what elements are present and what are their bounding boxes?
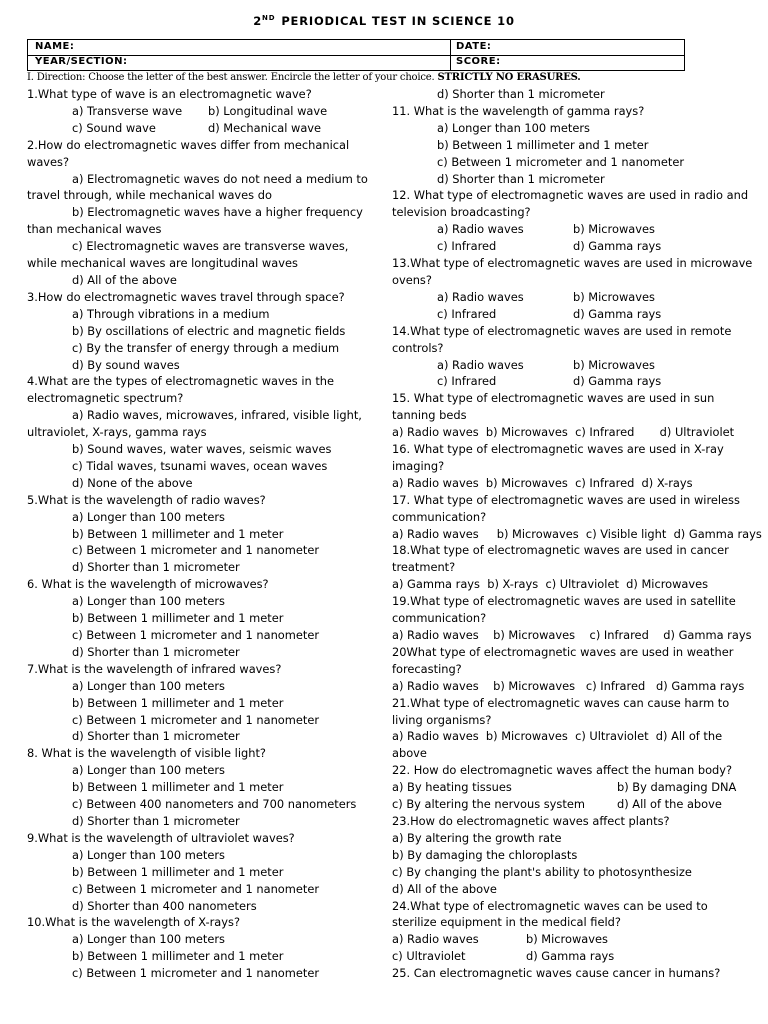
question: 13.What type of electromagnetic waves are used in microwave ovens? bbox=[392, 256, 753, 287]
name-field-label: NAME: bbox=[35, 41, 75, 52]
question: 24.What type of electromagnetic waves can be used to sterilize equipment in the medical field? bbox=[392, 898, 708, 930]
question: 21.What type of electromagnetic waves can cause harm to living organisms? bbox=[392, 695, 730, 727]
choice: d) Shorter than 1 micrometer bbox=[72, 560, 240, 575]
choice-row: a) Transverse wave b) Longitudinal wave bbox=[72, 103, 328, 118]
question: 14.What type of electromagnetic waves are used in remote controls? bbox=[392, 323, 732, 355]
choice: a) Radio waves, microwaves, infrared, visible light, ultraviolet, X-rays, gamma rays bbox=[27, 408, 362, 440]
choice-row: a) Radio waves b) Microwaves c) Ultraviolet d) All of the above bbox=[392, 729, 726, 761]
question: 6. What is the wavelength of microwaves? bbox=[27, 577, 269, 592]
choice-row: a) Radio waves b) Microwaves c) Visible light d) Gamma rays bbox=[392, 526, 762, 541]
choice: d) Shorter than 1 micrometer bbox=[437, 87, 605, 101]
choice: c) Electromagnetic waves are transverse waves, while mechanical waves are longitudinal waves bbox=[27, 239, 349, 271]
choice: a) Through vibrations in a medium bbox=[72, 306, 270, 321]
choice: d) Shorter than 1 micrometer bbox=[437, 171, 605, 186]
choice: b) Between 1 millimeter and 1 meter bbox=[72, 611, 284, 626]
choice: c) Between 1 micrometer and 1 nanometer bbox=[72, 966, 320, 981]
choice-row: a) Radio waves b) Microwaves c) Infrared d) Gamma rays bbox=[392, 628, 752, 642]
question: 23.How do electromagnetic waves affect plants? bbox=[392, 813, 670, 828]
choice-row: c) By altering the nervous system d) All of the above bbox=[392, 797, 722, 812]
choice: d) All of the above bbox=[72, 272, 177, 287]
choice: a) Longer than 100 meters bbox=[437, 120, 590, 135]
choice: a) Longer than 100 meters bbox=[72, 763, 225, 778]
choice: d) Shorter than 1 micrometer bbox=[72, 813, 240, 828]
choice: d) Shorter than 1 micrometer bbox=[72, 729, 240, 744]
choice: d) None of the above bbox=[72, 475, 193, 490]
choice: a) By altering the growth rate bbox=[392, 830, 562, 845]
choice: c) Tidal waves, tsunami waves, ocean waves bbox=[72, 458, 328, 473]
choice: b) Between 1 millimeter and 1 meter bbox=[72, 695, 284, 710]
choice: d) Shorter than 400 nanometers bbox=[72, 898, 257, 913]
choice: a) Longer than 100 meters bbox=[72, 509, 225, 524]
choice-row: a) Radio waves b) Microwaves bbox=[437, 357, 655, 372]
choice: b) Electromagnetic waves have a higher frequency than mechanical waves bbox=[27, 205, 363, 237]
right-column bbox=[392, 86, 762, 982]
choice-row: a) Radio waves b) Microwaves c) Infrared d) Ultraviolet bbox=[392, 425, 735, 440]
question: 10.What is the wavelength of X-rays? bbox=[27, 915, 241, 930]
choice: d) Shorter than 1 micrometer bbox=[72, 644, 240, 659]
question: 15. What type of electromagnetic waves are used in sun tanning beds bbox=[392, 391, 715, 423]
question: 9.What is the wavelength of ultraviolet waves? bbox=[27, 830, 295, 845]
choice: c) Between 400 nanometers and 700 nanometers bbox=[72, 797, 357, 812]
question: 11. What is the wavelength of gamma rays? bbox=[392, 103, 645, 118]
question: 18.What type of electromagnetic waves are used in cancer treatment? bbox=[392, 543, 729, 575]
choice: c) Between 1 micrometer and 1 nanometer bbox=[72, 881, 320, 896]
choice: a) Longer than 100 meters bbox=[72, 847, 225, 862]
question: 20What type of electromagnetic waves are used in weather forecasting? bbox=[392, 644, 734, 676]
choice: a) Longer than 100 meters bbox=[72, 594, 225, 609]
page-title: 2ND PERIODICAL TEST IN SCIENCE 10 bbox=[253, 14, 515, 28]
choice: b) Sound waves, water waves, seismic waves bbox=[72, 442, 332, 457]
question: 19.What type of electromagnetic waves are used in satellite communication? bbox=[392, 594, 736, 626]
choice: a) Longer than 100 meters bbox=[72, 678, 225, 693]
choice: c) By changing the plant's ability to photosynthesize bbox=[392, 864, 692, 879]
question: 5.What is the wavelength of radio waves? bbox=[27, 492, 266, 507]
choice-row: a) Radio waves b) Microwaves bbox=[437, 222, 655, 237]
choice: c) Between 1 micrometer and 1 nanometer bbox=[72, 628, 320, 642]
question: 17. What type of electromagnetic waves are used in wireless communication? bbox=[392, 492, 740, 524]
question: 8. What is the wavelength of visible light? bbox=[27, 746, 266, 761]
choice: b) Between 1 millimeter and 1 meter bbox=[72, 949, 284, 964]
question: 3.How do electromagnetic waves travel through space? bbox=[27, 289, 345, 304]
question: 12. What type of electromagnetic waves are used in radio and television broadcasting? bbox=[392, 188, 749, 220]
choice-row: c) Infrared d) Gamma rays bbox=[437, 306, 662, 321]
choice-row: a) Radio waves b) Microwaves bbox=[437, 289, 655, 304]
choice: c) Between 1 micrometer and 1 nanometer bbox=[72, 712, 320, 727]
choice: c) Between 1 micrometer and 1 nanometer bbox=[72, 543, 320, 558]
question: 1.What type of wave is an electromagnetic wave? bbox=[27, 87, 312, 101]
choice: a) Electromagnetic waves do not need a medium to travel through, while mechanical waves do bbox=[27, 171, 368, 203]
question: 16. What type of electromagnetic waves are used in X-ray imaging? bbox=[392, 442, 724, 473]
choice: b) Between 1 millimeter and 1 meter bbox=[72, 526, 284, 541]
choice-row: c) Infrared d) Gamma rays bbox=[437, 239, 662, 254]
choice: c) By the transfer of energy through a medium bbox=[72, 340, 340, 355]
choice-row: a) By heating tissues b) By damaging DNA bbox=[392, 780, 737, 795]
student-info-box bbox=[27, 39, 685, 71]
choice-row: c) Ultraviolet d) Gamma rays bbox=[392, 949, 615, 964]
section-field-label: YEAR/SECTION: bbox=[35, 56, 128, 67]
question: 2.How do electromagnetic waves differ from mechanical waves? bbox=[27, 137, 350, 169]
choice-row: a) Gamma rays b) X-rays c) Ultraviolet d) Microwaves bbox=[392, 577, 709, 592]
choice-row: c) Infrared d) Gamma rays bbox=[437, 374, 662, 389]
choice: c) Between 1 micrometer and 1 nanometer bbox=[437, 154, 685, 169]
choice: a) Longer than 100 meters bbox=[72, 932, 225, 947]
choice: b) By oscillations of electric and magnetic fields bbox=[72, 323, 346, 338]
choice-row: c) Sound wave d) Mechanical wave bbox=[72, 120, 322, 135]
question: 7.What is the wavelength of infrared waves? bbox=[27, 661, 282, 676]
choice: b) Between 1 millimeter and 1 meter bbox=[72, 864, 284, 879]
choice: d) By sound waves bbox=[72, 357, 180, 372]
question: 4.What are the types of electromagnetic waves in the electromagnetic spectrum? bbox=[27, 374, 335, 406]
date-field-label: DATE: bbox=[456, 41, 492, 52]
choice-row: a) Radio waves b) Microwaves c) Infrared d) Gamma rays bbox=[392, 678, 745, 693]
directions: I. Direction: Choose the letter of the best answer. Encircle the letter of your choice. STRICTLY NO ERASURES. bbox=[27, 72, 581, 83]
choice: b) Between 1 millimeter and 1 meter bbox=[437, 137, 649, 152]
choice: b) Between 1 millimeter and 1 meter bbox=[72, 780, 284, 795]
choice: b) By damaging the chloroplasts bbox=[392, 847, 578, 862]
choice: d) All of the above bbox=[392, 881, 497, 896]
question: 22. How do electromagnetic waves affect the human body? bbox=[392, 763, 733, 778]
choice-row: a) Radio waves b) Microwaves bbox=[392, 932, 608, 947]
score-field-label: SCORE: bbox=[456, 56, 501, 67]
choice-row: a) Radio waves b) Microwaves c) Infrared d) X-rays bbox=[392, 475, 693, 490]
left-column bbox=[27, 86, 377, 982]
question: 25. Can electromagnetic waves cause cancer in humans? bbox=[392, 966, 721, 981]
